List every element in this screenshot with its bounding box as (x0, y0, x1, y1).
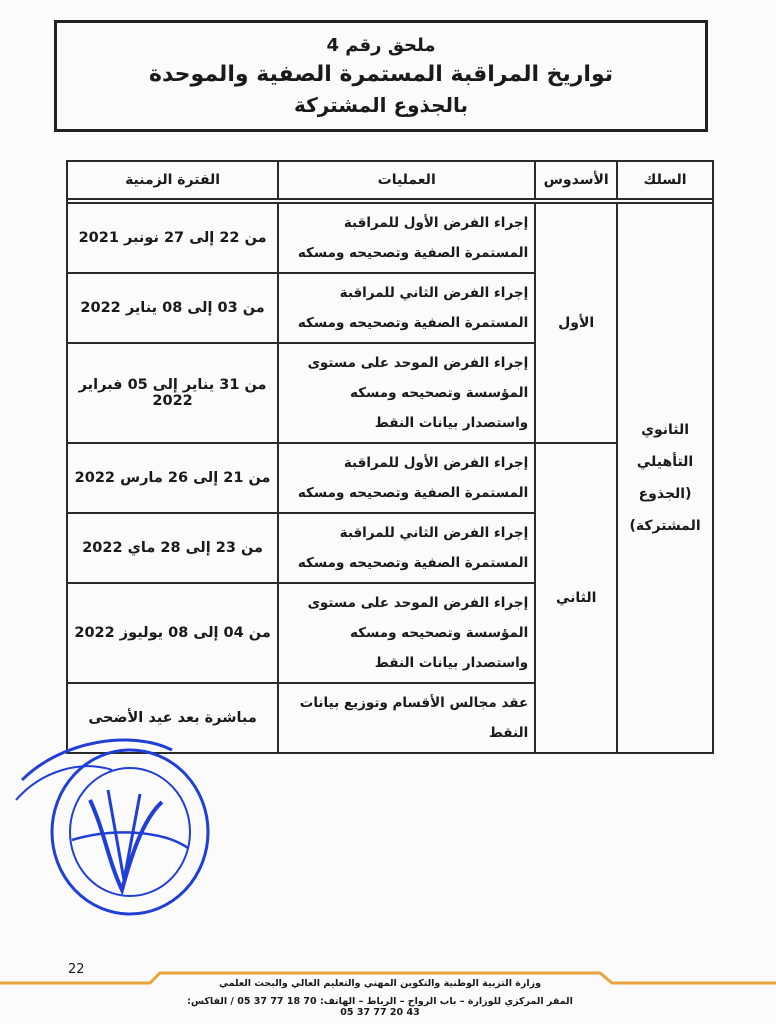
table-row (67, 203, 713, 273)
footer-ministry: وزارة التربية الوطنية والتكوين المهني والتعليم العالي والبحث العلمي (218, 978, 542, 989)
annex-label: ملحق رقم 4 (326, 35, 436, 56)
operation-cell: إجراء الفرض الموحد على مستوى المؤسسة وتصحيحه ومسكه واستصدار بيانات النقط (278, 343, 535, 443)
schedule-table (66, 160, 714, 754)
operation-cell: إجراء الفرض الثاني للمراقبة المستمرة الصفية وتصحيحه ومسكه (278, 273, 535, 343)
ministry-stamp (12, 710, 212, 930)
title-box (54, 20, 708, 132)
col-header-operations: العمليات (278, 161, 535, 199)
page-number: 22 (68, 962, 85, 977)
period-cell: من 03 إلى 08 يناير 2022 (67, 273, 278, 343)
operation-cell: إجراء الفرض الثاني للمراقبة المستمرة الصفية وتصحيحه ومسكه (278, 513, 535, 583)
col-header-semester: الأسدوس (535, 161, 617, 199)
semester-cell: الثاني (535, 443, 617, 753)
table-row (67, 443, 713, 513)
col-header-period: الفترة الزمنية (67, 161, 278, 199)
period-cell: من 04 إلى 08 يوليوز 2022 (67, 583, 278, 683)
period-cell: من 23 إلى 28 ماي 2022 (67, 513, 278, 583)
cycle-cell: الثانوي التأهيلي (الجذوع المشتركة) (617, 203, 713, 753)
operation-cell: إجراء الفرض الأول للمراقبة المستمرة الصفية وتصحيحه ومسكه (278, 443, 535, 513)
period-cell: من 22 إلى 27 نونبر 2021 (67, 203, 278, 273)
col-header-cycle: السلك (617, 161, 713, 199)
operation-cell: إجراء الفرض الأول للمراقبة المستمرة الصفية وتصحيحه ومسكه (278, 203, 535, 273)
footer-address: المقر المركزي للوزارة – باب الرواح – الرباط – الهاتف: 70 18 77 37 05 / الفاكس: 43 20 77 37 05 (187, 996, 573, 1018)
document-subtitle: بالجذوع المشتركة (293, 93, 469, 117)
table-header-row (67, 161, 713, 199)
period-cell: من 31 يناير إلى 05 فبراير 2022 (67, 343, 278, 443)
operation-cell: عقد مجالس الأقسام وتوزيع بيانات النقط (278, 683, 535, 753)
period-cell: مباشرة بعد عيد الأضحى (67, 683, 278, 753)
document-title: تواريخ المراقبة المستمرة الصفية والموحدة (148, 62, 614, 87)
period-cell: من 21 إلى 26 مارس 2022 (67, 443, 278, 513)
operation-cell: إجراء الفرض الموحد على مستوى المؤسسة وتصحيحه ومسكه واستصدار بيانات النقط (278, 583, 535, 683)
semester-cell: الأول (535, 203, 617, 443)
